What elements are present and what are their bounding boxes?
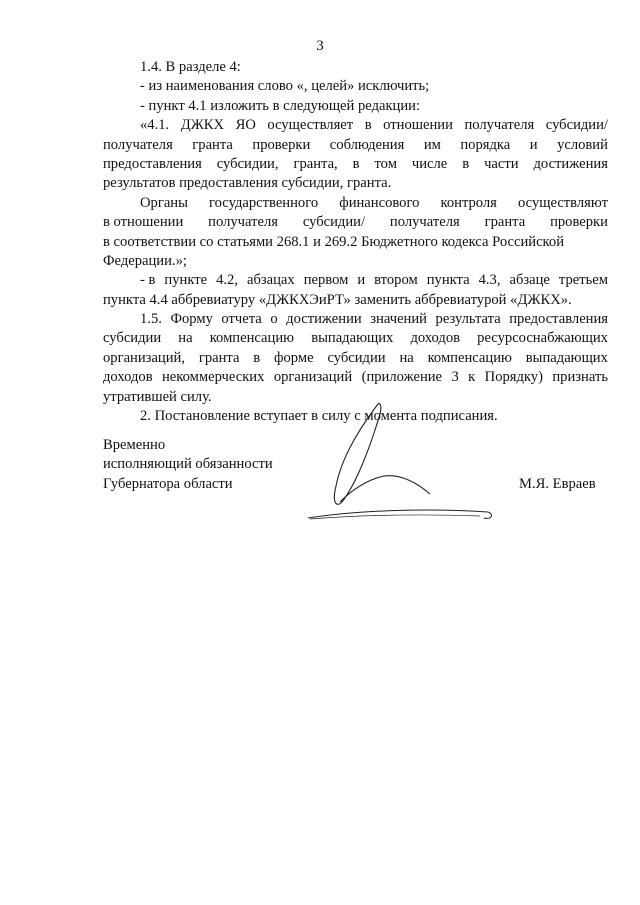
signatory-title	[103, 436, 273, 494]
word: на	[178, 330, 193, 347]
text-line	[103, 213, 608, 232]
word: получателя	[208, 214, 278, 231]
signatory-title-line: исполняющий обязанности	[103, 456, 273, 473]
word: форме	[274, 349, 314, 366]
text-line	[103, 329, 608, 348]
word: некоммерческих	[162, 369, 265, 386]
word: ДЖКХ	[180, 117, 225, 134]
document-body	[103, 58, 608, 426]
text-line: результатов предоставления субсидии, гранта.	[103, 175, 392, 192]
word: доходов	[410, 330, 461, 347]
list-item-title-change: - из наименования слово «, целей» исключить;	[140, 78, 430, 95]
word: порядка	[460, 136, 511, 153]
word: выпадающих	[311, 330, 394, 347]
signatory-title-line: Губернатора области	[103, 475, 233, 492]
word: о	[270, 311, 278, 328]
word: получателя	[103, 136, 173, 153]
word: ресурсоснабжающих	[477, 330, 608, 347]
word: гранта	[198, 349, 240, 366]
word: на	[399, 349, 414, 366]
word: Форму	[170, 311, 213, 328]
word: субсидии/	[302, 214, 366, 231]
word: в	[462, 155, 470, 172]
text-line: утратившей силу.	[103, 388, 212, 405]
word: отчета	[221, 311, 262, 328]
word: гранта,	[293, 155, 338, 172]
word: втором	[374, 272, 418, 289]
word: соблюдения	[329, 136, 405, 153]
text-line	[103, 136, 608, 155]
word: части	[484, 155, 519, 172]
text-line: пункта 4.4 аббревиатуру «ДЖКХЭиРТ» заменить аббревиатурой «ДЖКХ».	[103, 291, 572, 308]
paragraph-2: 2. Постановление вступает в силу с момента подписания.	[140, 408, 498, 425]
word: признать	[552, 369, 608, 386]
word: контроля	[440, 194, 497, 211]
word: в	[364, 117, 372, 134]
word: - в	[140, 272, 156, 289]
word: организаций	[273, 369, 353, 386]
word: предоставления	[509, 311, 608, 328]
signer-name: М.Я. Евраев	[519, 476, 596, 492]
word: компенсацию	[209, 330, 295, 347]
text-line	[103, 349, 608, 368]
word: достижения	[533, 155, 608, 172]
text-line	[103, 368, 608, 387]
paragraph-1-4-heading: 1.4. В разделе 4:	[140, 59, 241, 75]
word: в отношении	[103, 214, 184, 231]
word: отношении	[383, 117, 453, 134]
word: предоставления	[103, 155, 202, 172]
word: осуществляют	[518, 194, 608, 211]
word: им	[423, 136, 441, 153]
word: проверки	[252, 136, 311, 153]
word: 4.3,	[478, 272, 501, 289]
word: гранта	[192, 136, 233, 153]
word: субсидии	[103, 330, 162, 347]
word: «4.1.	[140, 117, 170, 134]
text-line	[103, 155, 608, 174]
word: организаций,	[103, 349, 185, 366]
text-line	[103, 194, 608, 213]
word: 1.5.	[140, 311, 162, 328]
word: получателя	[464, 117, 535, 134]
list-item-4-1-intro: - пункт 4.1 изложить в следующей редакции:	[140, 97, 421, 114]
word: в	[352, 155, 360, 172]
text-line	[103, 310, 608, 329]
text-line	[103, 271, 608, 290]
word: к	[468, 369, 476, 386]
word: доходов	[103, 369, 153, 386]
word: результата	[435, 311, 501, 328]
word: и	[357, 272, 366, 289]
word: компенсацию	[427, 349, 512, 366]
handwritten-signature	[300, 398, 500, 528]
word: субсидии,	[216, 155, 279, 172]
page-number: 3	[316, 38, 324, 54]
text-line	[103, 116, 608, 135]
word: финансового	[339, 194, 420, 211]
word: гранта	[484, 214, 526, 231]
word: пункта	[426, 272, 470, 289]
word: Порядку)	[484, 369, 543, 386]
word: в	[253, 349, 261, 366]
word: субсидии/	[545, 117, 608, 134]
word: и	[529, 136, 538, 153]
text-line: в соответствии со статьями 268.1 и 269.2 Бюджетного кодекса Российской	[103, 233, 565, 250]
word: первом	[303, 272, 349, 289]
word: значений	[370, 311, 427, 328]
word: 4.2,	[216, 272, 238, 289]
word: (приложение	[361, 369, 443, 386]
word: субсидии	[327, 349, 386, 366]
word: получателя	[389, 214, 460, 231]
word: третьем	[558, 272, 608, 289]
word: абзацах	[246, 272, 295, 289]
word: числе	[411, 155, 448, 172]
signatory-title-line: Временно	[103, 437, 166, 453]
word: пункте	[164, 272, 208, 289]
word: абзаце	[509, 272, 550, 289]
word: Органы	[140, 194, 188, 211]
word: том	[374, 155, 397, 172]
word: условий	[557, 136, 608, 153]
word: проверки	[550, 214, 608, 231]
word: 3	[451, 369, 459, 386]
word: осуществляет	[267, 117, 354, 134]
word: государственного	[209, 194, 319, 211]
word: выпадающих	[525, 349, 608, 366]
text-line: Федерации.»;	[103, 252, 187, 269]
word: ЯО	[235, 117, 256, 134]
word: достижении	[286, 311, 362, 328]
